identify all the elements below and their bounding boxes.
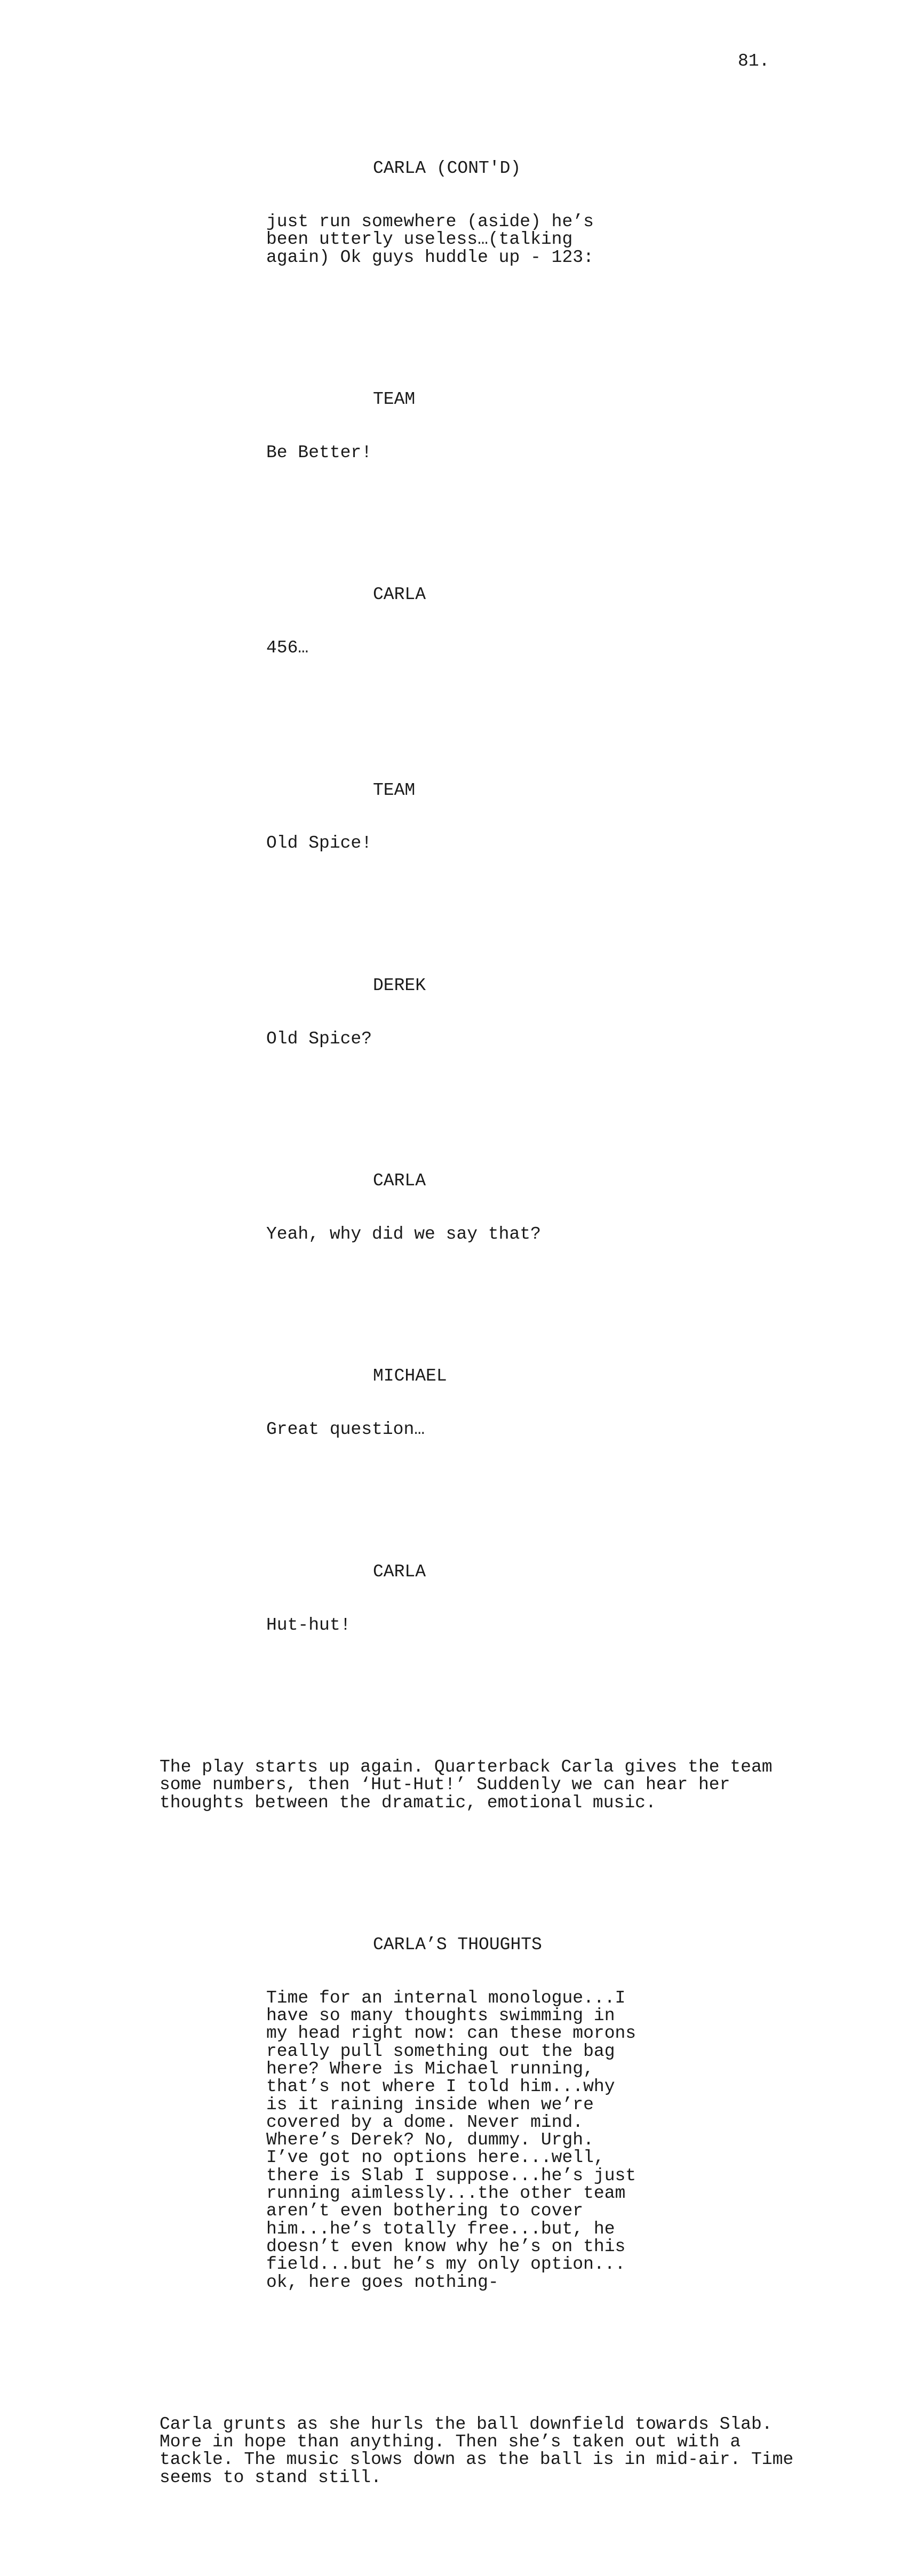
action-text: Carla grunts as she hurls the ball downfield towards Slab. More in hope than anything. Then she’s taken out with a tackle. The music slows down as the ball is in mid-air. Time seems to stand still.: [160, 2414, 794, 2487]
dialogue-text: 456…: [266, 638, 309, 658]
action-block: [0, 1722, 907, 1847]
character-cue: DEREK: [373, 975, 426, 995]
dialogue-block: [0, 1137, 907, 1279]
dialogue-block: [0, 124, 907, 302]
action-block: [0, 2380, 907, 2522]
dialogue-text: Yeah, why did we say that?: [266, 1224, 541, 1244]
dialogue-text: Old Spice!: [266, 833, 372, 854]
dialogue-text: just run somewhere (aside) he’s been utterly useless…(talking again) Ok guys huddle up - 123:: [266, 212, 594, 267]
dialogue-block: [0, 551, 907, 692]
dialogue-text: Great question…: [266, 1419, 425, 1440]
character-cue: MICHAEL: [373, 1366, 447, 1386]
dialogue-text: Time for an internal monologue...I have so many thoughts swimming in my head right now: can these morons really pull something out the bag here? Where is Michael running, that’s not where I told him...why is it raining inside when we’re covered by a dome. Never mind. Where’s Derek? No, dummy. Urgh. I’ve got no options here...well, there is Slab I suppose...he’s just running aimlessly...the other team aren’t even bothering to cover him...he’s totally free...but, he doesn’t even know why he’s on this field...but he’s my only option... ok, here goes nothing-: [266, 1988, 637, 2292]
character-cue: CARLA: [373, 585, 426, 605]
character-cue: CARLA’S THOUGHTS: [373, 1934, 542, 1955]
character-cue: CARLA: [373, 1171, 426, 1191]
page-number: 81.: [738, 51, 770, 71]
script-body: [0, 89, 907, 2575]
character-cue: CARLA: [373, 1561, 426, 1582]
dialogue-text: Hut-hut!: [266, 1615, 351, 1635]
dialogue-block: [0, 1332, 907, 1474]
dialogue-block: [0, 355, 907, 497]
dialogue-text: Be Better!: [266, 442, 372, 462]
character-cue: TEAM: [373, 389, 416, 410]
dialogue-block: [0, 1527, 907, 1669]
dialogue-block: [0, 1900, 907, 2326]
dialogue-text: Old Spice?: [266, 1028, 372, 1049]
action-text: The play starts up again. Quarterback Carla gives the team some numbers, then ‘Hut-Hut!’ Suddenly we can hear her thoughts between the dramatic, emotional music.: [160, 1757, 773, 1813]
character-cue: TEAM: [373, 780, 416, 800]
dialogue-block: [0, 941, 907, 1083]
character-cue: CARLA (CONT'D): [373, 158, 521, 179]
dialogue-block: [0, 746, 907, 888]
